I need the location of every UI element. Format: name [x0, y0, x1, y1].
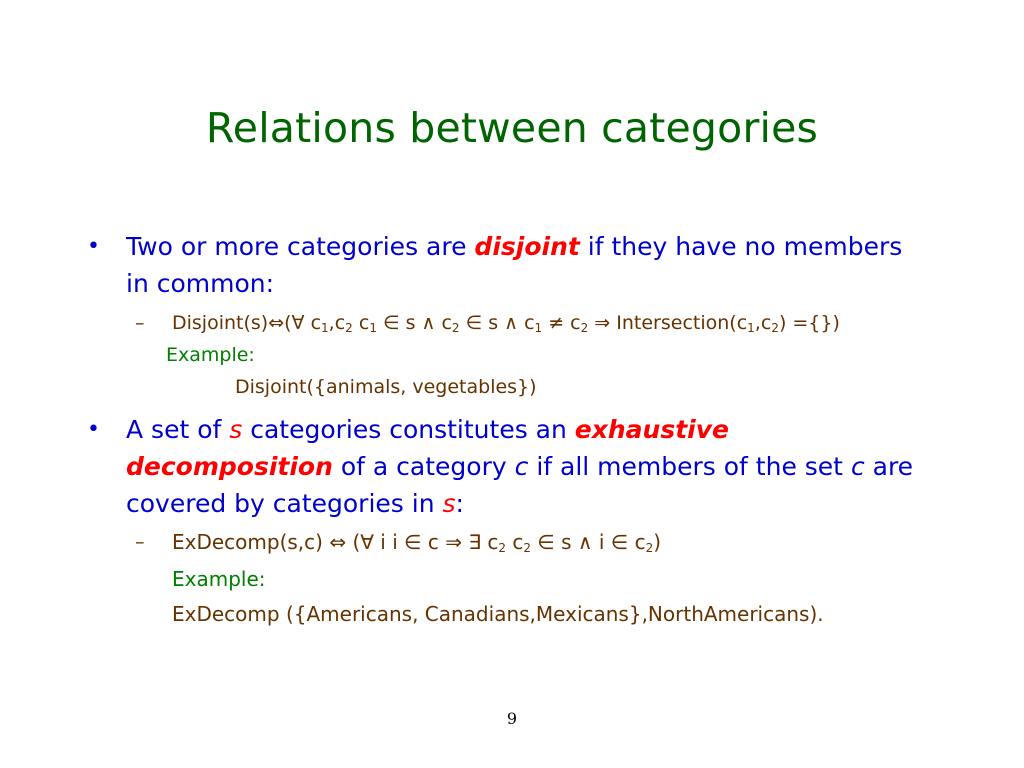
disjoint-formula	[172, 312, 840, 334]
formula-subscript: 2	[498, 541, 506, 555]
formula-subscript: 1	[321, 321, 329, 335]
formula-part: ExDecomp(s,c) ⇔ (∀ i i ∈ c ⇒ ∃ c	[172, 530, 499, 554]
formula-part: ∈ s ∧ c	[459, 312, 535, 334]
exdecomp-example: ExDecomp ({Americans, Canadians,Mexicans},NorthAmericans).	[172, 602, 824, 626]
bullet-text-part: :	[455, 489, 464, 518]
disjoint-example: Disjoint({animals, vegetables})	[235, 376, 537, 398]
formula-part: ,c	[328, 312, 346, 334]
keyword-exhaustive: exhaustive	[574, 415, 729, 444]
keyword-disjoint: disjoint	[474, 232, 580, 261]
formula-subscript: 1	[747, 321, 755, 335]
bullet-text-part: A set of	[126, 415, 230, 444]
exdecomp-formula	[172, 530, 661, 554]
example-label: Example:	[172, 567, 266, 591]
formula-part: Disjoint(s)⇔(∀ c	[172, 312, 322, 334]
formula-part: ) ={})	[778, 312, 840, 334]
example-label: Example:	[166, 344, 255, 366]
sub-bullet-dash: –	[135, 531, 145, 553]
slide-title: Relations between categories	[205, 104, 819, 152]
formula-subscript: 2	[645, 541, 654, 555]
bullet-exhaustive	[87, 411, 947, 526]
formula-subscript: 2	[451, 321, 460, 335]
variable-s: s	[229, 415, 243, 444]
formula-subscript: 2	[523, 541, 531, 555]
formula-subscript: 2	[580, 321, 589, 335]
bullet-disjoint	[87, 228, 947, 308]
formula-subscript: 1	[369, 321, 377, 335]
formula-part: ∈ s ∧ i ∈ c	[531, 530, 646, 554]
page-number: 9	[506, 709, 518, 728]
bullet-marker: •	[87, 417, 100, 442]
formula-subscript: 1	[534, 321, 543, 335]
formula-part: ∈ s ∧ c	[376, 312, 452, 334]
bullet-text	[126, 228, 926, 302]
formula-part: c	[506, 530, 524, 554]
bullet-text-part: of a category	[332, 452, 515, 481]
keyword-decomposition: decomposition	[126, 452, 333, 481]
variable-s: s	[442, 489, 456, 518]
variable-c: c	[514, 452, 529, 481]
bullet-text	[126, 411, 926, 522]
bullet-text-part: if they have no members in common:	[126, 232, 903, 298]
bullet-text-part: categories constitutes an	[242, 415, 575, 444]
bullet-text-part: are covered by categories in	[126, 452, 914, 518]
bullet-text-part: if all members of the set	[528, 452, 851, 481]
variable-c: c	[850, 452, 865, 481]
formula-subscript: 2	[345, 321, 353, 335]
bullet-text-part: Two or more categories are	[126, 232, 475, 261]
formula-part: ⇒ Intersection(c	[588, 312, 748, 334]
formula-subscript: 2	[771, 321, 779, 335]
formula-part: ≠ c	[542, 312, 581, 334]
formula-part: ,c	[754, 312, 772, 334]
bullet-marker: •	[87, 234, 100, 259]
sub-bullet-dash: –	[135, 312, 145, 334]
formula-part: c	[352, 312, 370, 334]
formula-part: )	[653, 530, 662, 554]
